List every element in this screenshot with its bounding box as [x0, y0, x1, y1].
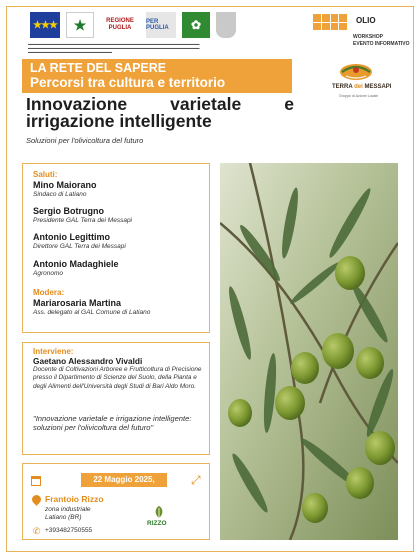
address-line1: zona industriale	[45, 506, 91, 513]
modera-label: Modera:	[33, 288, 65, 297]
event-date: 22 Maggio 2025, h16.30	[81, 473, 167, 487]
terra-subtitle: Gruppo di Azione Locale	[339, 94, 379, 98]
funding-disclaimer: ▬▬▬▬▬▬▬▬▬▬▬▬▬▬▬▬▬▬▬▬▬▬▬▬▬▬▬▬▬▬▬▬▬▬▬▬▬▬▬▬▬▬▬▬▬▬▬▬▬ ▬▬▬▬▬▬▬▬▬▬▬▬▬▬▬▬▬▬▬▬▬▬▬▬▬▬▬▬▬▬▬▬▬▬▬▬▬▬▬▬▬▬▬▬▬▬▬▬▬ ▬▬▬▬▬▬▬▬▬▬▬▬▬▬▬▬▬▬▬▬▬▬▬▬	[28, 42, 200, 54]
speaker-role: Presidente GAL Terra dei Messapi	[33, 217, 132, 224]
speakers-box	[22, 163, 210, 333]
speaker-name: Antonio Madaghiele	[33, 259, 119, 269]
title-line2: irrigazione intelligente	[26, 111, 212, 131]
terra-dei-messapi-logo-icon	[336, 58, 376, 82]
phone-icon: ✆	[33, 526, 41, 536]
calendar-icon	[31, 476, 41, 486]
speaker-name: Sergio Botrugno	[33, 206, 104, 216]
moderator-name: Mariarosaria Martina	[33, 298, 122, 308]
puglia-logo-line2: PUGLIA	[108, 25, 132, 31]
saluti-label: Saluti:	[33, 170, 58, 179]
keynote-speaker-name: Gaetano Alessandro Vivaldi	[33, 356, 143, 366]
olio-line1: WORKSHOP	[353, 34, 383, 40]
moderator-role: Ass. delegato al GAL Comune di Latiano	[33, 309, 151, 316]
terra-word: TERRA	[332, 84, 353, 90]
messapi-word: MESSAPI	[364, 84, 392, 90]
title-word1: Innovazione	[26, 94, 128, 114]
per-puglia-logo: PER PUGLIA	[146, 12, 176, 38]
speaker-role: Agronomo	[33, 270, 63, 277]
keynote-speaker-bio: Docente di Coltivazioni Arboree e Frutticoltura di Precisione presso il Dipartimento di Scienze del Suolo, della Pianta e degli Alimenti dell'Università degli Studi di Bari Aldo Moro.	[33, 366, 202, 390]
eu-flag-logo: ★★★	[30, 12, 60, 38]
olio-grid-icon	[313, 14, 347, 30]
event-details-box	[22, 463, 210, 540]
location-pin-icon	[30, 493, 43, 506]
olio-title: OLIO	[356, 16, 376, 25]
puglia-logo-line1: REGIONE	[106, 18, 134, 24]
olio-subtitle	[353, 34, 409, 48]
leader-logo: ✿	[182, 12, 210, 38]
logo-strip	[30, 10, 236, 40]
page-subtitle: Soluzioni per l'olivicoltura del futuro	[26, 136, 144, 145]
address-line2: Latiano (BR)	[45, 514, 82, 521]
olio-line2: EVENTO INFORMATIVO	[353, 41, 410, 47]
venue-name: Frantoio Rizzo	[45, 494, 104, 504]
speaker-name: Antonio Legittimo	[33, 232, 110, 242]
banner-line1: LA RETE DEL SAPERE	[30, 61, 167, 75]
regione-puglia-logo	[100, 12, 140, 38]
comune-crest-logo	[216, 12, 236, 38]
title-word2: varietale	[170, 94, 242, 114]
rizzo-wordmark: RIZZO	[147, 520, 167, 527]
rizzo-olive-logo-icon	[151, 504, 167, 520]
speaker-role: Direttore GAL Terra dei Messapi	[33, 243, 126, 250]
interviene-label: Interviene:	[33, 347, 74, 356]
italy-emblem-logo: ★	[66, 12, 94, 38]
expand-arrows-icon: ⤢	[191, 473, 201, 487]
page-title	[26, 96, 294, 130]
olive-branch-photo	[220, 163, 398, 540]
speaker-role: Sindaco di Latiano	[33, 191, 87, 198]
banner-line2: Percorsi tra cultura e territorio	[30, 75, 226, 90]
terra-dei-messapi-wordmark	[332, 84, 406, 90]
event-series-banner	[22, 59, 292, 93]
title-word3: e	[284, 94, 294, 114]
phone-number: +393482750555	[45, 527, 93, 534]
dei-word: dei	[354, 84, 363, 90]
venue-address	[45, 506, 91, 522]
keynote-box	[22, 342, 210, 455]
speaker-name: Mino Maiorano	[33, 180, 97, 190]
talk-title: "Innovazione varietale e irrigazione intelligente: soluzioni per l'olivicoltura del futuro"	[33, 414, 192, 432]
